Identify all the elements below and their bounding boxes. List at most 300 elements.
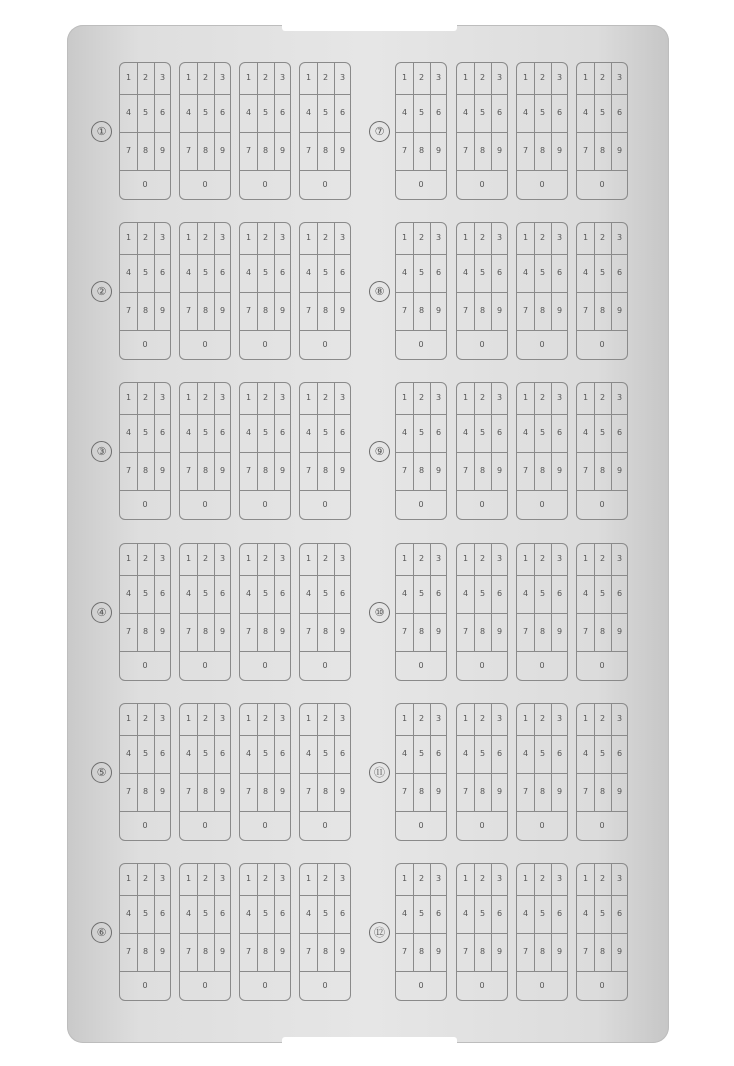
key-8: 8 (142, 466, 149, 475)
keypad-divider (180, 971, 230, 972)
keypad-divider (457, 773, 507, 774)
key-2: 2 (418, 714, 425, 723)
key-3: 3 (219, 554, 226, 563)
key-1: 1 (305, 714, 312, 723)
key-0: 0 (262, 661, 268, 670)
keypad-divider (577, 94, 627, 95)
key-5: 5 (202, 749, 209, 758)
key-9: 9 (496, 947, 503, 956)
key-9: 9 (339, 306, 346, 315)
key-9: 9 (435, 146, 442, 155)
key-0: 0 (599, 661, 605, 670)
key-0: 0 (322, 981, 328, 990)
key-5: 5 (539, 428, 546, 437)
keypad-divider (120, 773, 170, 774)
keypad-divider (300, 613, 350, 614)
key-4: 4 (245, 108, 252, 117)
key-6: 6 (616, 268, 623, 277)
key-8: 8 (202, 787, 209, 796)
key-9: 9 (339, 146, 346, 155)
key-6: 6 (435, 749, 442, 758)
stencil-plate (67, 25, 669, 1043)
key-0: 0 (418, 661, 424, 670)
key-8: 8 (479, 146, 486, 155)
key-9: 9 (339, 947, 346, 956)
key-3: 3 (435, 874, 442, 883)
key-4: 4 (185, 108, 192, 117)
key-9: 9 (616, 466, 623, 475)
key-5: 5 (539, 108, 546, 117)
keypad-divider (300, 132, 350, 133)
key-4: 4 (245, 909, 252, 918)
key-0: 0 (539, 180, 545, 189)
keypad-divider (396, 811, 446, 812)
key-3: 3 (496, 73, 503, 82)
keypad-divider (180, 575, 230, 576)
key-3: 3 (339, 393, 346, 402)
key-5: 5 (479, 428, 486, 437)
key-2: 2 (539, 393, 546, 402)
keypad-divider (120, 132, 170, 133)
keypad-divider (240, 933, 290, 934)
key-8: 8 (262, 306, 269, 315)
key-2: 2 (599, 714, 606, 723)
key-5: 5 (479, 108, 486, 117)
keypad-divider (577, 330, 627, 331)
keypad-divider (180, 651, 230, 652)
key-3: 3 (339, 554, 346, 563)
key-1: 1 (305, 554, 312, 563)
key-6: 6 (556, 428, 563, 437)
key-3: 3 (556, 874, 563, 883)
key-0: 0 (599, 500, 605, 509)
key-7: 7 (401, 466, 408, 475)
key-3: 3 (339, 73, 346, 82)
key-2: 2 (142, 73, 149, 82)
key-5: 5 (202, 268, 209, 277)
keypad-divider (300, 651, 350, 652)
key-6: 6 (279, 749, 286, 758)
key-2: 2 (539, 874, 546, 883)
key-6: 6 (339, 428, 346, 437)
key-1: 1 (125, 714, 132, 723)
keypad-divider (577, 292, 627, 293)
keypad-divider (577, 452, 627, 453)
keypad-divider (577, 414, 627, 415)
keypad-divider (300, 735, 350, 736)
key-9: 9 (339, 787, 346, 796)
key-4: 4 (305, 589, 312, 598)
key-0: 0 (539, 661, 545, 670)
key-7: 7 (462, 787, 469, 796)
keypad (119, 382, 171, 520)
key-1: 1 (582, 714, 589, 723)
keypad-divider (396, 292, 446, 293)
keypad-divider (577, 773, 627, 774)
key-2: 2 (142, 714, 149, 723)
key-1: 1 (401, 73, 408, 82)
key-4: 4 (522, 749, 529, 758)
key-9: 9 (279, 947, 286, 956)
key-1: 1 (462, 554, 469, 563)
key-4: 4 (522, 268, 529, 277)
keypad-grid (67, 25, 669, 1043)
key-6: 6 (159, 268, 166, 277)
key-7: 7 (401, 947, 408, 956)
key-4: 4 (582, 108, 589, 117)
key-5: 5 (418, 909, 425, 918)
key-4: 4 (401, 909, 408, 918)
key-9: 9 (556, 787, 563, 796)
key-3: 3 (556, 73, 563, 82)
key-8: 8 (539, 947, 546, 956)
keypad (239, 222, 291, 360)
key-8: 8 (599, 466, 606, 475)
keypad-divider (457, 490, 507, 491)
key-8: 8 (539, 146, 546, 155)
key-7: 7 (401, 146, 408, 155)
key-7: 7 (462, 947, 469, 956)
key-5: 5 (418, 589, 425, 598)
key-4: 4 (125, 589, 132, 598)
key-2: 2 (262, 554, 269, 563)
key-0: 0 (418, 821, 424, 830)
key-8: 8 (418, 146, 425, 155)
key-8: 8 (599, 627, 606, 636)
key-2: 2 (142, 233, 149, 242)
key-2: 2 (418, 233, 425, 242)
key-9: 9 (496, 306, 503, 315)
key-4: 4 (462, 428, 469, 437)
keypad (179, 222, 231, 360)
key-0: 0 (202, 500, 208, 509)
key-2: 2 (262, 73, 269, 82)
key-1: 1 (462, 714, 469, 723)
key-5: 5 (539, 268, 546, 277)
key-2: 2 (479, 554, 486, 563)
key-1: 1 (185, 714, 192, 723)
key-1: 1 (522, 233, 529, 242)
key-4: 4 (305, 909, 312, 918)
key-0: 0 (479, 500, 485, 509)
key-9: 9 (219, 627, 226, 636)
keypad-divider (457, 94, 507, 95)
key-2: 2 (322, 233, 329, 242)
key-7: 7 (125, 947, 132, 956)
key-9: 9 (279, 627, 286, 636)
keypad-divider (517, 94, 567, 95)
key-7: 7 (522, 947, 529, 956)
block-number-label: ⑥ (91, 922, 112, 943)
key-9: 9 (435, 627, 442, 636)
keypad-divider (517, 971, 567, 972)
keypad-divider (240, 452, 290, 453)
key-8: 8 (262, 146, 269, 155)
keypad-divider (180, 132, 230, 133)
keypad-divider (396, 651, 446, 652)
key-2: 2 (539, 714, 546, 723)
key-7: 7 (245, 306, 252, 315)
key-7: 7 (462, 466, 469, 475)
key-8: 8 (479, 466, 486, 475)
keypad-divider (180, 933, 230, 934)
key-9: 9 (556, 466, 563, 475)
key-3: 3 (219, 73, 226, 82)
keypad-divider (240, 895, 290, 896)
keypad-divider (300, 895, 350, 896)
block-number-label: ⑩ (369, 602, 390, 623)
key-5: 5 (142, 589, 149, 598)
key-8: 8 (322, 947, 329, 956)
key-1: 1 (401, 233, 408, 242)
key-5: 5 (202, 909, 209, 918)
key-5: 5 (262, 428, 269, 437)
key-1: 1 (185, 233, 192, 242)
key-1: 1 (582, 393, 589, 402)
keypad (576, 703, 628, 841)
keypad-divider (180, 170, 230, 171)
key-8: 8 (322, 306, 329, 315)
keypad-divider (396, 613, 446, 614)
keypad-divider (300, 414, 350, 415)
key-2: 2 (202, 874, 209, 883)
key-3: 3 (159, 874, 166, 883)
key-5: 5 (262, 589, 269, 598)
keypad (516, 62, 568, 200)
keypad-divider (396, 254, 446, 255)
key-4: 4 (462, 589, 469, 598)
key-6: 6 (219, 909, 226, 918)
key-0: 0 (418, 180, 424, 189)
key-8: 8 (202, 627, 209, 636)
keypad (456, 703, 508, 841)
key-4: 4 (582, 909, 589, 918)
keypad-divider (300, 490, 350, 491)
key-9: 9 (279, 306, 286, 315)
key-4: 4 (125, 108, 132, 117)
key-6: 6 (279, 108, 286, 117)
key-5: 5 (418, 428, 425, 437)
key-8: 8 (202, 947, 209, 956)
keypad-divider (396, 971, 446, 972)
keypad (395, 382, 447, 520)
key-0: 0 (142, 661, 148, 670)
keypad-divider (577, 132, 627, 133)
block-number-label: ① (91, 121, 112, 142)
key-6: 6 (159, 909, 166, 918)
keypad-divider (457, 414, 507, 415)
key-2: 2 (142, 393, 149, 402)
key-6: 6 (616, 589, 623, 598)
key-1: 1 (582, 554, 589, 563)
key-7: 7 (245, 787, 252, 796)
key-3: 3 (219, 393, 226, 402)
keypad-divider (120, 651, 170, 652)
keypad-divider (396, 575, 446, 576)
keypad-divider (180, 773, 230, 774)
key-3: 3 (219, 233, 226, 242)
keypad-divider (300, 575, 350, 576)
key-8: 8 (322, 627, 329, 636)
key-7: 7 (185, 947, 192, 956)
key-5: 5 (262, 909, 269, 918)
key-5: 5 (322, 108, 329, 117)
key-7: 7 (582, 466, 589, 475)
key-4: 4 (185, 589, 192, 598)
key-4: 4 (522, 589, 529, 598)
key-3: 3 (159, 233, 166, 242)
keypad-divider (577, 933, 627, 934)
key-0: 0 (202, 821, 208, 830)
keypad-divider (300, 292, 350, 293)
key-1: 1 (582, 73, 589, 82)
block-number-label: ② (91, 281, 112, 302)
key-5: 5 (202, 589, 209, 598)
block-number-label: ⑪ (369, 762, 390, 783)
key-7: 7 (245, 466, 252, 475)
key-0: 0 (479, 981, 485, 990)
key-4: 4 (522, 909, 529, 918)
key-9: 9 (159, 947, 166, 956)
key-7: 7 (522, 466, 529, 475)
key-3: 3 (279, 73, 286, 82)
key-7: 7 (125, 627, 132, 636)
key-7: 7 (125, 466, 132, 475)
key-6: 6 (616, 749, 623, 758)
key-7: 7 (401, 627, 408, 636)
key-8: 8 (262, 787, 269, 796)
keypad-divider (180, 811, 230, 812)
key-2: 2 (322, 714, 329, 723)
key-7: 7 (582, 306, 589, 315)
keypad-divider (120, 971, 170, 972)
keypad-divider (300, 971, 350, 972)
key-0: 0 (322, 821, 328, 830)
key-7: 7 (125, 146, 132, 155)
key-8: 8 (202, 466, 209, 475)
key-6: 6 (279, 909, 286, 918)
keypad-divider (120, 735, 170, 736)
key-3: 3 (279, 874, 286, 883)
key-6: 6 (556, 909, 563, 918)
key-1: 1 (522, 714, 529, 723)
key-2: 2 (479, 393, 486, 402)
keypad-divider (517, 170, 567, 171)
key-1: 1 (401, 393, 408, 402)
keypad-divider (240, 490, 290, 491)
key-6: 6 (339, 589, 346, 598)
key-5: 5 (418, 268, 425, 277)
key-1: 1 (462, 73, 469, 82)
key-2: 2 (539, 73, 546, 82)
keypad-divider (120, 575, 170, 576)
key-1: 1 (582, 874, 589, 883)
keypad-divider (577, 575, 627, 576)
key-3: 3 (496, 874, 503, 883)
key-9: 9 (159, 306, 166, 315)
keypad-divider (396, 414, 446, 415)
keypad-divider (517, 330, 567, 331)
key-9: 9 (219, 947, 226, 956)
keypad-divider (517, 773, 567, 774)
keypad (299, 703, 351, 841)
keypad-divider (300, 452, 350, 453)
key-8: 8 (539, 306, 546, 315)
keypad-divider (180, 414, 230, 415)
key-4: 4 (462, 909, 469, 918)
key-7: 7 (305, 947, 312, 956)
key-5: 5 (262, 268, 269, 277)
keypad (516, 543, 568, 681)
keypad (576, 222, 628, 360)
key-6: 6 (435, 428, 442, 437)
key-2: 2 (599, 393, 606, 402)
keypad (119, 543, 171, 681)
key-0: 0 (418, 981, 424, 990)
key-8: 8 (142, 627, 149, 636)
keypad-divider (120, 811, 170, 812)
key-1: 1 (185, 874, 192, 883)
key-7: 7 (245, 627, 252, 636)
key-0: 0 (322, 500, 328, 509)
keypad-divider (396, 773, 446, 774)
key-8: 8 (262, 627, 269, 636)
key-8: 8 (418, 627, 425, 636)
key-8: 8 (202, 146, 209, 155)
key-5: 5 (142, 108, 149, 117)
key-8: 8 (479, 627, 486, 636)
key-1: 1 (522, 554, 529, 563)
keypad (119, 222, 171, 360)
keypad (299, 222, 351, 360)
key-6: 6 (556, 749, 563, 758)
key-9: 9 (219, 466, 226, 475)
key-6: 6 (279, 589, 286, 598)
block-number-label: ⑫ (369, 922, 390, 943)
key-6: 6 (435, 589, 442, 598)
key-5: 5 (599, 589, 606, 598)
key-5: 5 (322, 268, 329, 277)
keypad (516, 382, 568, 520)
key-6: 6 (159, 589, 166, 598)
key-8: 8 (418, 787, 425, 796)
key-7: 7 (462, 306, 469, 315)
key-1: 1 (245, 233, 252, 242)
keypad (179, 703, 231, 841)
keypad-divider (240, 613, 290, 614)
key-9: 9 (219, 306, 226, 315)
keypad-divider (457, 735, 507, 736)
key-2: 2 (418, 393, 425, 402)
key-8: 8 (322, 787, 329, 796)
key-4: 4 (245, 268, 252, 277)
key-7: 7 (462, 146, 469, 155)
key-8: 8 (262, 947, 269, 956)
key-0: 0 (262, 821, 268, 830)
key-6: 6 (279, 428, 286, 437)
key-3: 3 (339, 874, 346, 883)
key-0: 0 (202, 981, 208, 990)
key-4: 4 (185, 268, 192, 277)
keypad-divider (180, 452, 230, 453)
keypad-divider (457, 132, 507, 133)
key-3: 3 (496, 393, 503, 402)
key-8: 8 (142, 146, 149, 155)
keypad-divider (240, 811, 290, 812)
keypad-divider (120, 933, 170, 934)
key-7: 7 (582, 627, 589, 636)
key-7: 7 (582, 146, 589, 155)
